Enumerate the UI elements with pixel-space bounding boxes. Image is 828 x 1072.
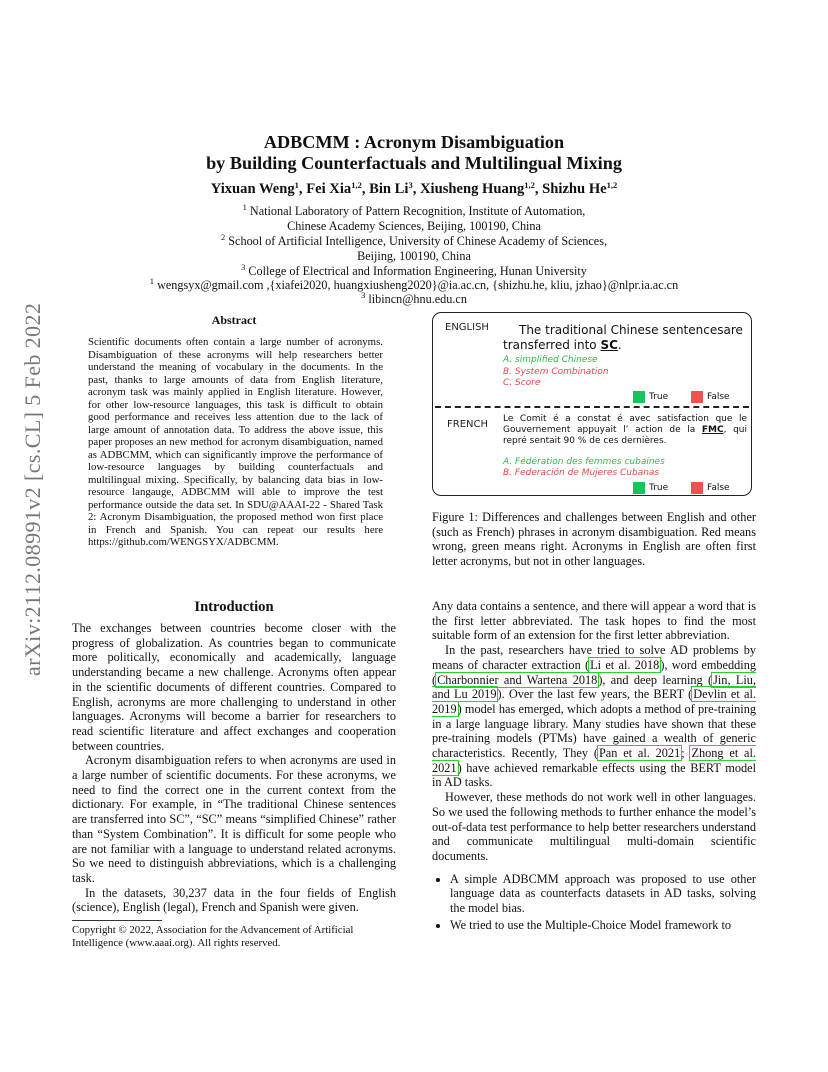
divider-dashed-line xyxy=(435,406,749,408)
abstract-heading: Abstract xyxy=(211,313,257,327)
paper-title-line-2: by Building Counterfactuals and Multilingual Mixing xyxy=(206,153,622,173)
author-name: Shizhu He xyxy=(542,181,607,197)
acronym-fmc: FMC xyxy=(701,425,724,435)
english-option-a: A. simplified Chinese xyxy=(503,355,598,365)
author-name: Yixuan Weng xyxy=(210,181,295,197)
related-work-paragraph: In the past, researchers have tried to solve AD problems by means of character extraction (Li et al. 2018), word embedding (Charbonnier and Wartena 2018), and deep learning (Jin, Liu, and Lu 2019). Over the last few years, the BERT (Devlin et al. 2019) model has emerged, which adopts a method of pre-training in a large language library. Many studies have shown that these pre-training models (PTMs) have gained a wealth of generic characteristics. Recently, They (Pan et al. 2021; Zhong et al. 2021) have achieved remarkable effects using the BERT model in AD tasks. xyxy=(432,643,757,790)
green-swatch xyxy=(633,482,645,494)
english-option-c: C. Score xyxy=(503,378,541,388)
author-sup: 1,2 xyxy=(351,180,362,190)
french-option-a: A. Fédération des femmes cubaines xyxy=(503,457,665,467)
legend-true-2: True xyxy=(633,482,668,494)
citation-link[interactable]: Charbonnier and Wartena 2018 xyxy=(437,672,598,687)
right-column-body xyxy=(432,599,756,934)
green-swatch xyxy=(633,391,645,403)
acronym-sc: SC xyxy=(600,338,618,352)
legend-true: True xyxy=(633,391,668,403)
intro-paragraph-2: Acronym disambiguation refers to when acronyms are used in a large number of scientific documents. For these acronyms, we need to find the correct one in the current context from the dictionary. For example, in “The traditional Chinese sentences are transferred into SC”, “SC” means “simplified Chinese” rather than “System Combination”. It is difficult for some people who are not familiar with a language to understand related acronyms. So we need to distinguish abbreviations, which is a challenging task. xyxy=(72,753,396,885)
author-sup: 1,2 xyxy=(606,180,618,190)
affiliation-1-line-2: Chinese Academy Sciences, Beijing, 100190, China xyxy=(287,219,541,233)
abstract-text: Scientific documents often contain a large number of acronyms. Disambiguation of these acronyms will help researchers better understand the meaning of vocabulary in the documents. In the past, thanks to large amounts of data from English literature, acronym task was mainly applied in English literature. However, for other low-resource languages, this task is difficult to obtain good performance and receives less attention due to the lack of large amount of annotation data. To address the above issue, this paper proposes an new method for acronym disambiguation, named as ADBCMM, which can significantly improve the performance of low-resource languages by building counterfactuals and multilingual mixing. Specifically, by balancing data bias in low-resource langauge, ADBCMM will able to improve the test performance outside the data set. In SDU@AAAI-22 - Shared Task 2: Acronym Disambiguation, the proposed method won first place in French and Spanish. You can repeat our results here https://github.com/WENGSYX/ADBCMM. xyxy=(88,336,383,548)
citation-link[interactable]: Zhong et al. 2021 xyxy=(432,746,756,775)
red-swatch xyxy=(691,391,703,403)
author-name: Xiusheng Huang xyxy=(420,181,525,197)
affiliation-1-line-1: $^1$ National Laboratory of Pattern Recognition, Institute of Automation, xyxy=(242,202,586,218)
english-label: ENGLISH xyxy=(445,322,489,333)
citation-link[interactable]: Jin, Liu, and Lu 2019 xyxy=(432,672,756,702)
intro-body xyxy=(72,621,396,915)
red-swatch xyxy=(691,482,703,494)
intro-paragraph-3: In the datasets, 30,237 data in the four fields of English (science), English (legal), French and Spanish were given. xyxy=(72,885,396,915)
affiliation-2-line-2: Beijing, 100190, China xyxy=(357,249,471,263)
figure-1 xyxy=(432,312,752,496)
introduction-heading: Introduction xyxy=(194,599,274,615)
email-line-2: $^3$ libincn@hnu.edu.cn xyxy=(361,290,467,306)
intro-paragraph-1: The exchanges between countries become closer with the progress of globalization. As countries began to communicate more politically, economically and academically, language understanding became a new challenge. Acronyms often appear in the scientific documents of different countries. Compared to English, acronyms are more challenging to understand in other languages. Acronyms will become a barrier for researchers to read scientific literature and affect exchanges and cooperation between countries. xyxy=(72,621,396,753)
french-label: FRENCH xyxy=(447,419,489,430)
arxiv-stamp: arXiv:2112.08991v2 [cs.CL] 5 Feb 2022 xyxy=(20,302,45,676)
affiliation-3: $^3$ College of Electrical and Information Engineering, Hunan University xyxy=(241,262,587,278)
author-sup: 1 xyxy=(294,180,299,190)
author-name: Bin Li xyxy=(369,181,409,197)
citation-link[interactable]: Pan et al. 2021 xyxy=(598,746,681,761)
body-paragraph: Any data contains a sentence, and there will appear a word that is the first letter abbreviated. The task hopes to find the most suitable form of an extension for the first letter abbreviation. xyxy=(432,599,756,643)
english-option-b: B. System Combination xyxy=(503,367,609,377)
motivation-paragraph: However, these methods do not work well in other languages. So we used the following methods to further enhance the model’s out-of-data test performance to help better researchers understand and communicate multilingual multi-domain scientific documents. xyxy=(432,790,756,863)
author-name: Fei Xia xyxy=(306,181,352,197)
list-item: • A simple ADBCMM approach was proposed to use other language data as counterfacts datasets in AD tasks, solving the model bias. xyxy=(450,872,756,916)
list-item: • We tried to use the Multiple-Choice Model framework to xyxy=(450,918,756,933)
figure-1-caption: Figure 1: Differences and challenges between English and other (such as French) phrases in acronym disambiguation. Red means wrong, green means right. Acronyms in English are often first letter acronyms, but not in other languages. xyxy=(432,510,756,569)
english-sentence: The traditional Chinese sentencesare xyxy=(519,323,743,337)
affiliation-2-line-1: $^2$ School of Artificial Intelligence, University of Chinese Academy of Sciences, xyxy=(220,232,608,248)
paper-title-line-1: ADBCMM : Acronym Disambiguation xyxy=(263,132,565,152)
copyright-note: Copyright © 2022, Association for the Advancement of Artificial Intelligence (www.aaai.org). All rights reserved. xyxy=(72,924,354,949)
french-option-b: B. Federación de Mujeres Cubanas xyxy=(503,468,660,478)
author-sup: 3 xyxy=(408,180,413,190)
english-sentence-line-2: transferred into SC. xyxy=(503,338,622,352)
contribution-list xyxy=(432,872,756,933)
author-list: Yixuan Weng$^1$, Fei Xia$^{1,2}$, Bin Li$^3$, Xiusheng Huang$^{1,2}$, Shizhu He$^{1,2}$ xyxy=(210,180,618,197)
legend-false-2: False xyxy=(691,482,730,494)
legend-false: False xyxy=(691,391,730,403)
footnote-rule xyxy=(72,920,162,921)
french-sentence: Le Comit é a constat é avec satisfaction que le Gouvernement appuyait l’ action de la FMC, qui repré sentait 90 % de ces dernières. xyxy=(503,414,747,446)
citation-link[interactable]: Devlin et al. 2019 xyxy=(432,687,756,716)
author-sup: 1,2 xyxy=(524,180,535,190)
citation-link[interactable]: Li et al. 2018 xyxy=(590,657,660,672)
email-line-1: $^1$ wengsyx@gmail.com ,{xiafei2020, huangxiusheng2020}@ia.ac.cn, {shizhu.he, kliu, jzhao}@nlpr.ia.ac.cn xyxy=(149,276,679,292)
